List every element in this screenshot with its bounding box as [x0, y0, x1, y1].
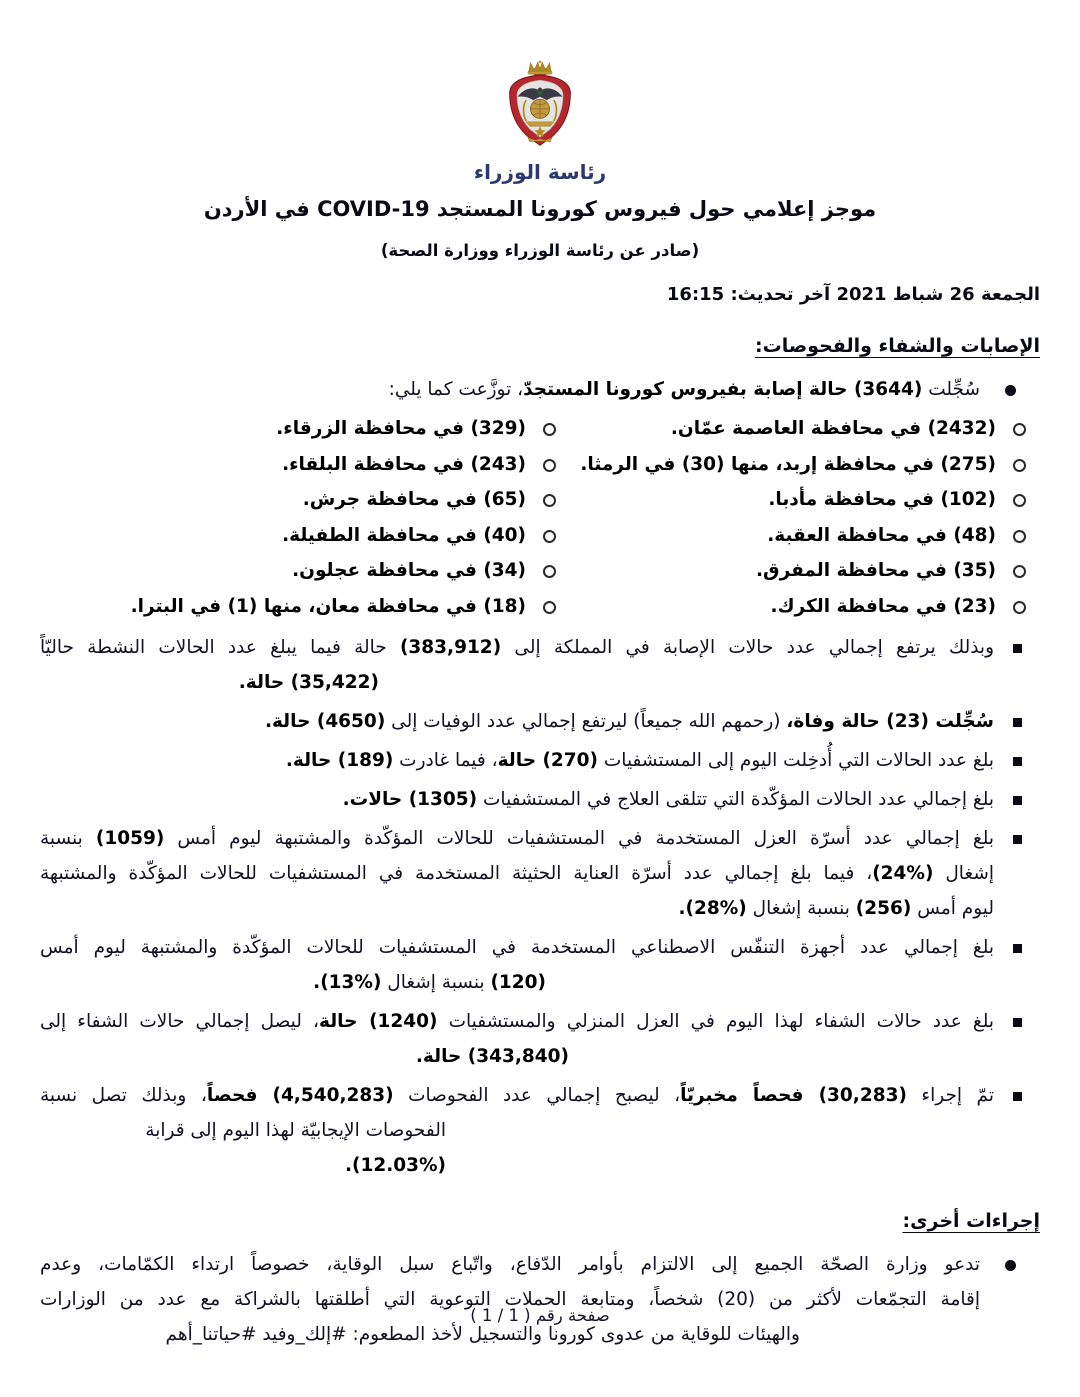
governorate-column-right [570, 411, 1040, 624]
highlighted-value: (4,540,283) فحصاً [206, 1085, 394, 1106]
text-segment: إقامة التجمّعات لأكثر من (20) شخصاً، ومتابعة الحملات التوعوية التي أطلقتها بالشراكة مع عدد من الوزارات [40, 1289, 980, 1310]
governorate-item [570, 482, 1040, 518]
governorate-case-text: (48) في محافظة العقبة. [767, 524, 996, 546]
governorate-case-text: (40) في محافظة الطفيلة. [282, 524, 526, 546]
governorate-item [570, 411, 1040, 447]
text-segment: ، فيما بلغ إجمالي عدد أسرّة العناية الحثيثة المستخدمة في المستشفيات للحالات المؤكّدة والمشتبهة [40, 863, 873, 884]
report-line [40, 743, 994, 778]
text-segment: ، ليصبح إجمالي عدد الفحوصات [393, 1085, 681, 1106]
highlighted-value: (%28). [678, 898, 747, 919]
section-other-measures-title: إجراءات أخرى: [902, 1210, 1040, 1232]
circle-marker-icon [543, 459, 556, 472]
governorate-case-list [40, 411, 1040, 624]
actions-bullet-container [40, 1247, 1040, 1352]
governorate-item [40, 447, 570, 483]
report-line [40, 1113, 446, 1183]
governorate-item [40, 482, 570, 518]
text-segment: ، وبذلك تصل نسبة [40, 1085, 207, 1106]
header-crest-area [40, 60, 1040, 184]
report-line [40, 821, 994, 856]
report-line [40, 1247, 980, 1282]
circle-marker-icon [1013, 459, 1026, 472]
circle-marker-icon [1013, 423, 1026, 436]
governorate-item [40, 411, 570, 447]
highlighted-value: (189) حالة. [285, 750, 394, 771]
circle-marker-icon [543, 494, 556, 507]
governorate-case-text: (275) في محافظة إربد، منها (30) في الرمثا. [580, 453, 996, 475]
highlighted-value: (1305) حالات. [342, 789, 478, 810]
text-segment: بلغ إجمالي عدد أسرّة العزل المستخدمة في المستشفيات للحالات المؤكّدة والمشتبهة ليوم أمس [164, 828, 995, 849]
square-marker-icon [1013, 796, 1022, 805]
square-bullet [40, 782, 1040, 817]
governorate-item [40, 518, 570, 554]
page-number: صفحة رقم ( 1 / 1 ) [470, 1306, 610, 1325]
text-segment: ، فيما غادرت [393, 750, 498, 771]
circle-marker-icon [1013, 530, 1026, 543]
square-marker-icon [1013, 757, 1022, 766]
square-bullet [40, 821, 1040, 926]
disc-marker-icon [1005, 385, 1016, 396]
highlighted-value: (35,422) حالة. [238, 672, 379, 693]
highlighted-value: (4650) حالة. [264, 711, 386, 732]
highlighted-value: (270) حالة [497, 750, 599, 771]
report-line [40, 782, 994, 817]
text-segment: بنسبة إشغال [746, 898, 856, 919]
governorate-item [40, 553, 570, 589]
report-line [40, 665, 379, 700]
circle-marker-icon [1013, 565, 1026, 578]
governorate-item [570, 447, 1040, 483]
highlighted-value: سُجِّلت (23) حالة وفاة، [786, 711, 994, 732]
report-line [40, 891, 994, 926]
text-segment: والهيئات للوقاية من عدوى كورونا والتسجيل لأخذ المطعوم: #إلك_وفيد #حياتنا_أهم [165, 1324, 800, 1345]
governorate-case-text: (102) في محافظة مأدبا. [768, 489, 996, 510]
text-segment: ليوم أمس [911, 898, 994, 919]
governorate-case-text: (243) في محافظة البلقاء. [282, 453, 526, 475]
text-segment: تمّ إجراء [906, 1085, 994, 1106]
page-title: موجز إعلامي حول فيروس كورونا المستجد COVID-19 في الأردن [203, 197, 877, 221]
text-segment: سُجِّلت [922, 379, 980, 400]
text-segment: بلغ عدد حالات الشفاء لهذا اليوم في العزل المنزلي والمستشفيات [437, 1011, 995, 1032]
governorate-case-text: (35) في محافظة المفرق. [756, 560, 996, 581]
report-line [40, 930, 994, 965]
statistics-bullets [40, 630, 1040, 1183]
text-segment: بلغ عدد الحالات التي أُدخِلت اليوم إلى المستشفيات [598, 750, 994, 771]
text-segment: ، توزَّعت كما يلي: [388, 379, 524, 400]
report-line [40, 704, 994, 739]
text-segment: الفحوصات الإيجابيّة لهذا اليوم إلى قرابة [145, 1120, 446, 1141]
report-line [40, 372, 980, 407]
report-line [40, 1039, 569, 1074]
highlighted-value: (%13). [313, 972, 382, 993]
square-bullet [40, 1004, 1040, 1074]
governorate-item [570, 553, 1040, 589]
square-bullet [40, 930, 1040, 1000]
highlighted-value: (256) [855, 898, 912, 919]
highlighted-value: (383,912) [399, 637, 502, 658]
circle-marker-icon [1013, 494, 1026, 507]
intro-bullet-container [40, 372, 1040, 407]
highlighted-value: (30,283) فحصاً مخبريّاً [680, 1085, 907, 1106]
text-segment: (رحمهم الله جميعاً) ليرتفع إجمالي عدد الوفيات إلى [385, 711, 787, 732]
report-line [40, 630, 994, 665]
text-segment: بلغ إجمالي عدد أجهزة التنفّس الاصطناعي المستخدمة في المستشفيات للحالات المؤكّدة والمشتبهة ليوم أمس [40, 937, 994, 958]
highlighted-value: (%24) [872, 863, 934, 884]
disc-bullet [40, 372, 1040, 407]
circle-marker-icon [543, 530, 556, 543]
disc-marker-icon [1005, 1260, 1016, 1271]
square-bullet [40, 630, 1040, 700]
text-segment: بنسبة [40, 828, 96, 849]
circle-marker-icon [543, 601, 556, 614]
square-bullet [40, 1078, 1040, 1183]
text-segment: تدعو وزارة الصحّة الجميع إلى الالتزام بأوامر الدّفاع، واتّباع سبل الوقاية، خصوصاً ارتداء الكمّامات، وعدم [40, 1254, 980, 1275]
square-bullet [40, 704, 1040, 739]
governorate-case-text: (65) في محافظة جرش. [302, 489, 526, 510]
governorate-item [40, 589, 570, 625]
governorate-item [570, 518, 1040, 554]
text-segment: ، ليصل إجمالي حالات الشفاء إلى [40, 1011, 319, 1032]
crest-caption: رئاسة الوزراء [473, 160, 607, 184]
section-other-measures [40, 1207, 1040, 1352]
square-bullet [40, 743, 1040, 778]
square-marker-icon [1013, 1092, 1022, 1101]
text-segment: إشغال [933, 863, 994, 884]
circle-marker-icon [543, 565, 556, 578]
governorate-case-text: (18) في محافظة معان، منها (1) في البترا. [130, 595, 526, 617]
report-line [40, 856, 994, 891]
highlighted-value: (120) [490, 972, 546, 993]
circle-marker-icon [543, 423, 556, 436]
report-line [40, 1004, 994, 1039]
highlighted-value: (343,840) حالة. [415, 1046, 569, 1067]
highlighted-value: (1059) [95, 828, 165, 849]
square-marker-icon [1013, 644, 1022, 653]
governorate-case-text: (23) في محافظة الكرك. [770, 595, 996, 617]
square-marker-icon [1013, 944, 1022, 953]
highlighted-value: (3644) حالة إصابة بفيروس كورونا المستجدّ [523, 379, 923, 400]
report-line [40, 965, 546, 1000]
square-marker-icon [1013, 835, 1022, 844]
text-segment: حالة فيما يبلغ عدد الحالات النشطة حاليّاً [40, 637, 400, 658]
date-line: الجمعة 26 شباط 2021 آخر تحديث: 16:15 [666, 284, 1040, 305]
text-segment: بنسبة إشغال [381, 972, 491, 993]
governorate-case-text: (34) في محافظة عجلون. [292, 560, 526, 581]
page-subtitle: (صادر عن رئاسة الوزراء ووزارة الصحة) [380, 241, 700, 260]
highlighted-value: (%12.03). [344, 1155, 446, 1176]
text-segment: بلغ إجمالي عدد الحالات المؤكّدة التي تتلقى العلاج في المستشفيات [477, 789, 994, 810]
governorate-column-left [40, 411, 570, 624]
square-marker-icon [1013, 718, 1022, 727]
report-line [40, 1078, 994, 1113]
section-infections-title: الإصابات والشفاء والفحوصات: [755, 335, 1040, 357]
governorate-case-text: (329) في محافظة الزرقاء. [276, 418, 526, 439]
governorate-case-text: (2432) في محافظة العاصمة عمّان. [670, 418, 996, 439]
disc-bullet [40, 1247, 1040, 1352]
governorate-item [570, 589, 1040, 625]
jordan-coat-of-arms-icon [488, 60, 592, 156]
section-infections [40, 332, 1040, 1183]
text-segment: وبذلك يرتفع إجمالي عدد حالات الإصابة في المملكة إلى [501, 637, 995, 658]
highlighted-value: (1240) حالة [318, 1011, 438, 1032]
square-marker-icon [1013, 1018, 1022, 1027]
circle-marker-icon [1013, 601, 1026, 614]
